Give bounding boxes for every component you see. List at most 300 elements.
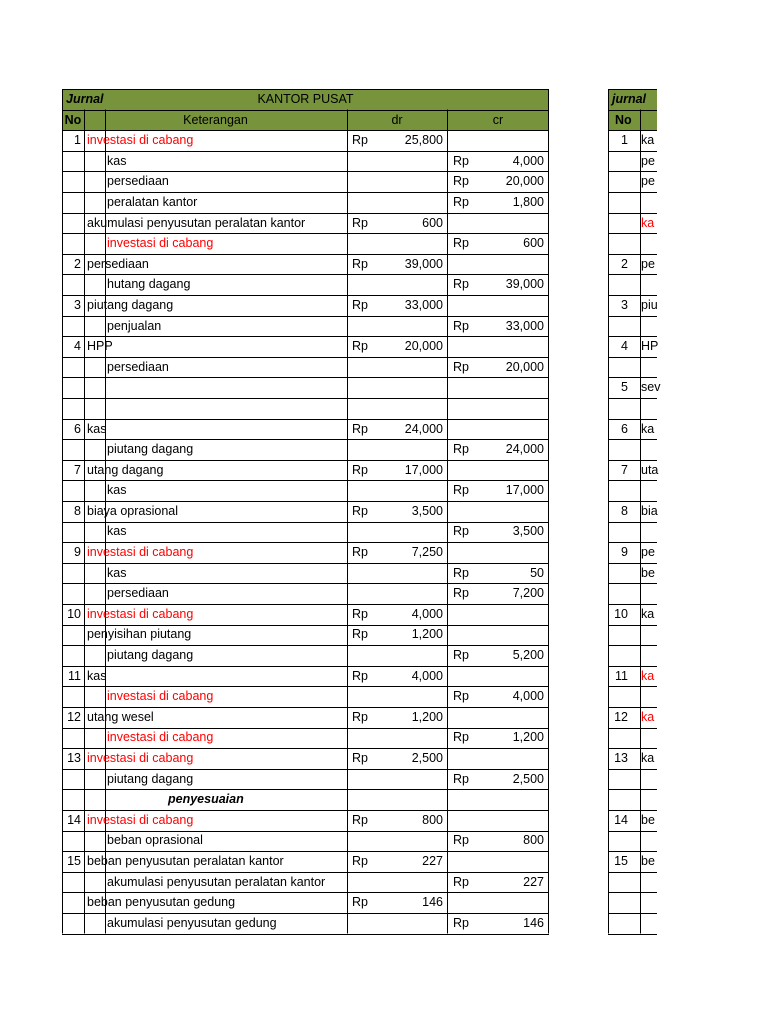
account-name <box>87 377 347 398</box>
account-name: beban penyusutan peralatan kantor <box>87 853 284 868</box>
table-row <box>62 130 549 151</box>
debit-amount <box>372 769 443 790</box>
entry-number <box>62 521 81 542</box>
debit-amount: 17,000 <box>404 462 443 477</box>
debit-amount: 800 <box>422 812 443 827</box>
table-row <box>608 151 657 172</box>
account-name: ka <box>641 668 655 683</box>
account-name: HP <box>641 339 659 354</box>
debit-amount <box>372 686 443 707</box>
entry-number: 2 <box>74 256 81 271</box>
account-name: utang dagang <box>87 462 164 477</box>
credit-amount <box>472 604 544 625</box>
column-header-row <box>62 110 549 131</box>
entry-number <box>608 830 628 851</box>
debit-amount <box>372 398 443 419</box>
debit-currency: Rp <box>352 812 368 827</box>
debit-currency: Rp <box>352 215 368 230</box>
entry-number <box>608 274 628 295</box>
table-row <box>608 336 657 357</box>
jurnal-label: Jurnal <box>66 92 104 106</box>
debit-amount: 3,500 <box>411 503 443 518</box>
account-name: persediaan <box>107 586 169 601</box>
debit-amount: 2,500 <box>411 751 443 765</box>
table-row <box>62 233 549 254</box>
debit-amount: 25,800 <box>404 133 443 148</box>
account-name: akumulasi penyusutan peralatan kantor <box>107 874 326 889</box>
table-row <box>62 872 549 893</box>
section-label: penyesuaian <box>168 792 244 807</box>
account-name: ka <box>641 133 655 148</box>
account-name: piutang dagang <box>87 297 174 312</box>
section-row <box>62 789 549 810</box>
account-name: persediaan <box>107 174 169 189</box>
account-name <box>641 727 671 748</box>
entry-number: 7 <box>621 462 628 477</box>
debit-amount: 39,000 <box>404 256 443 271</box>
credit-currency: Rp <box>453 565 469 580</box>
entry-number <box>608 480 628 501</box>
entry-number <box>62 830 81 851</box>
credit-amount <box>472 542 544 563</box>
debit-amount: 24,000 <box>404 421 443 436</box>
debit-currency: Rp <box>352 853 368 868</box>
account-name: akumulasi penyusutan gedung <box>107 915 277 930</box>
table-row <box>62 171 549 192</box>
account-name: investasi di cabang <box>87 545 194 560</box>
account-name: piu <box>641 297 658 312</box>
entry-number: 15 <box>614 853 628 868</box>
table-row <box>608 645 657 666</box>
table-row <box>608 872 657 893</box>
entry-number: 8 <box>621 503 628 518</box>
right-journal-body <box>608 130 661 933</box>
entry-number <box>608 872 628 893</box>
entry-number <box>62 480 81 501</box>
debit-amount <box>372 274 443 295</box>
account-name: pe <box>641 174 655 189</box>
entry-number: 15 <box>67 853 81 868</box>
table-row <box>62 624 549 645</box>
table-row <box>608 604 657 625</box>
account-name: akumulasi penyusutan peralatan kantor <box>87 215 306 230</box>
right-jurnal-label: jurnal <box>612 92 647 106</box>
debit-amount: 4,000 <box>411 668 443 683</box>
table-row <box>608 583 657 604</box>
debit-amount: 20,000 <box>404 339 443 354</box>
no-column-header: No <box>64 112 82 127</box>
entry-number: 12 <box>614 709 628 724</box>
debit-amount <box>372 377 443 398</box>
account-name: pe <box>641 153 655 168</box>
entry-number <box>608 727 628 748</box>
debit-amount <box>372 645 443 666</box>
credit-amount: 20,000 <box>505 359 544 374</box>
account-name <box>641 769 671 790</box>
table-row <box>62 213 549 234</box>
debit-currency: Rp <box>352 545 368 560</box>
table-row <box>608 707 657 728</box>
entry-number <box>62 398 81 419</box>
entry-number <box>608 192 628 213</box>
table-row <box>62 727 549 748</box>
account-name: penjualan <box>107 318 162 333</box>
debit-amount <box>372 727 443 748</box>
table-row <box>62 563 549 584</box>
account-name: persediaan <box>107 359 169 374</box>
account-name: pe <box>641 545 655 560</box>
account-name: investasi di cabang <box>87 606 194 621</box>
debit-amount <box>372 872 443 893</box>
entry-number <box>62 686 81 707</box>
entry-number <box>62 192 81 213</box>
account-name: ka <box>641 215 655 230</box>
entry-number <box>608 686 628 707</box>
table-row <box>62 707 549 728</box>
entry-number <box>62 727 81 748</box>
entry-number <box>608 357 628 378</box>
entry-number <box>608 769 628 790</box>
keterangan-column-header: Keterangan <box>183 112 248 127</box>
credit-amount <box>472 377 544 398</box>
credit-currency: Rp <box>453 153 469 168</box>
debit-amount <box>372 830 443 851</box>
table-row <box>608 192 657 213</box>
account-name: sev <box>641 380 661 395</box>
credit-currency: Rp <box>453 915 469 930</box>
journal-title-row <box>62 89 549 110</box>
debit-currency: Rp <box>352 133 368 148</box>
table-row <box>62 274 549 295</box>
entry-number <box>62 769 81 790</box>
debit-currency: Rp <box>352 709 368 724</box>
entry-number <box>62 563 81 584</box>
table-row <box>608 913 657 934</box>
account-name: persediaan <box>87 256 149 271</box>
entry-number: 13 <box>67 751 81 765</box>
credit-amount <box>472 892 544 913</box>
debit-amount: 1,200 <box>411 627 443 642</box>
entry-number: 11 <box>68 668 81 683</box>
table-row <box>608 521 657 542</box>
credit-currency: Rp <box>453 194 469 209</box>
entry-number <box>608 563 628 584</box>
entry-number: 12 <box>67 709 81 724</box>
account-name: kas <box>107 483 127 498</box>
debit-amount <box>372 316 443 337</box>
debit-amount <box>372 171 443 192</box>
credit-currency: Rp <box>453 174 469 189</box>
entry-number: 5 <box>621 380 628 395</box>
table-row <box>608 233 657 254</box>
debit-amount <box>372 583 443 604</box>
credit-amount: 4,000 <box>512 689 544 704</box>
credit-amount <box>472 254 544 275</box>
entry-number: 6 <box>621 421 628 436</box>
account-name: biaya oprasional <box>87 503 179 518</box>
account-name: bia <box>641 503 658 518</box>
account-name: penyisihan piutang <box>87 627 192 642</box>
credit-currency: Rp <box>453 236 469 251</box>
account-name: kas <box>107 565 127 580</box>
account-name <box>641 274 671 295</box>
cr-column-header: cr <box>492 112 504 127</box>
account-name <box>641 645 671 666</box>
account-name: kas <box>87 668 107 683</box>
table-row <box>62 316 549 337</box>
credit-currency: Rp <box>453 874 469 889</box>
credit-amount: 4,000 <box>512 153 544 168</box>
table-row <box>608 460 657 481</box>
table-row <box>608 213 657 234</box>
entry-number <box>62 213 81 234</box>
credit-amount: 7,200 <box>512 586 544 601</box>
credit-amount <box>472 130 544 151</box>
table-row <box>62 460 549 481</box>
account-name: beban penyusutan gedung <box>87 895 236 910</box>
account-name: be <box>641 853 655 868</box>
entry-number <box>608 233 628 254</box>
table-row <box>62 604 549 625</box>
debit-currency: Rp <box>352 297 368 312</box>
second-journal-table <box>608 89 661 933</box>
debit-currency: Rp <box>352 462 368 477</box>
entry-number <box>62 872 81 893</box>
debit-amount <box>372 439 443 460</box>
table-row <box>62 192 549 213</box>
entry-number <box>62 892 81 913</box>
account-name <box>641 686 671 707</box>
entry-number: 6 <box>74 421 81 436</box>
account-name <box>641 830 671 851</box>
entry-number: 14 <box>67 812 81 827</box>
credit-amount: 39,000 <box>505 277 544 292</box>
credit-amount: 24,000 <box>505 442 544 457</box>
table-row <box>608 769 657 790</box>
table-row <box>608 398 657 419</box>
entry-number <box>62 357 81 378</box>
entry-number <box>62 274 81 295</box>
debit-amount <box>372 192 443 213</box>
account-name: hutang dagang <box>107 277 191 292</box>
credit-amount <box>472 810 544 831</box>
credit-amount: 600 <box>523 236 544 251</box>
credit-currency: Rp <box>453 648 469 663</box>
table-row <box>62 851 549 872</box>
account-name: ka <box>641 709 655 724</box>
entry-number <box>62 645 81 666</box>
account-name <box>641 521 671 542</box>
account-name: investasi di cabang <box>87 751 194 765</box>
entry-number <box>608 316 628 337</box>
entry-number <box>62 171 81 192</box>
entry-number: 9 <box>74 545 81 560</box>
table-row <box>608 563 657 584</box>
table-row <box>62 398 549 419</box>
credit-amount <box>472 419 544 440</box>
credit-currency: Rp <box>453 277 469 292</box>
account-name: investasi di cabang <box>107 236 214 251</box>
table-row <box>608 419 657 440</box>
table-row <box>608 748 657 769</box>
right-column-header-row <box>608 110 657 131</box>
table-row <box>62 439 549 460</box>
credit-currency: Rp <box>453 524 469 539</box>
debit-amount: 7,250 <box>411 545 443 560</box>
entry-number <box>608 213 628 234</box>
credit-currency: Rp <box>453 359 469 374</box>
debit-currency: Rp <box>352 668 368 683</box>
debit-amount <box>372 480 443 501</box>
credit-amount <box>472 213 544 234</box>
account-name <box>641 439 671 460</box>
account-name: ka <box>641 421 655 436</box>
account-name: ka <box>641 751 655 765</box>
debit-currency: Rp <box>352 895 368 910</box>
entry-number <box>608 171 628 192</box>
debit-amount <box>372 521 443 542</box>
table-row <box>62 748 549 769</box>
debit-amount: 600 <box>422 215 443 230</box>
table-row <box>608 892 657 913</box>
debit-amount <box>372 233 443 254</box>
account-name <box>641 398 671 419</box>
account-name <box>641 892 671 913</box>
table-row <box>608 274 657 295</box>
credit-amount: 800 <box>523 833 544 848</box>
entry-number <box>608 892 628 913</box>
entry-number <box>62 316 81 337</box>
debit-amount: 4,000 <box>411 606 443 621</box>
credit-currency: Rp <box>453 586 469 601</box>
table-row <box>62 769 549 790</box>
credit-amount <box>472 336 544 357</box>
table-row <box>62 254 549 275</box>
account-name: investasi di cabang <box>107 730 214 745</box>
entry-number: 11 <box>615 668 628 683</box>
account-name: ka <box>641 606 655 621</box>
credit-amount <box>472 707 544 728</box>
entry-number <box>62 913 81 934</box>
account-name <box>641 872 671 893</box>
credit-amount <box>472 851 544 872</box>
debit-amount <box>372 913 443 934</box>
table-row <box>62 645 549 666</box>
section-row <box>608 789 657 810</box>
table-row <box>608 171 657 192</box>
account-name <box>641 624 671 645</box>
table-row <box>62 542 549 563</box>
credit-amount <box>472 398 544 419</box>
entry-number: 3 <box>74 297 81 312</box>
account-name: kas <box>87 421 107 436</box>
debit-amount <box>372 151 443 172</box>
table-row <box>608 254 657 275</box>
table-row <box>608 727 657 748</box>
debit-currency: Rp <box>352 421 368 436</box>
account-name: investasi di cabang <box>87 133 194 148</box>
account-name: kas <box>107 524 127 539</box>
entry-number: 1 <box>74 133 81 148</box>
table-row <box>62 480 549 501</box>
table-row <box>608 295 657 316</box>
table-row <box>608 830 657 851</box>
credit-amount <box>472 460 544 481</box>
account-name: peralatan kantor <box>107 194 198 209</box>
credit-amount: 227 <box>523 874 544 889</box>
entry-number: 1 <box>621 133 628 148</box>
credit-amount <box>472 666 544 687</box>
credit-amount: 33,000 <box>505 318 544 333</box>
account-name: kas <box>107 153 127 168</box>
account-name <box>641 357 671 378</box>
debit-amount: 33,000 <box>404 297 443 312</box>
table-row <box>62 357 549 378</box>
table-row <box>62 583 549 604</box>
table-row <box>62 336 549 357</box>
table-row <box>608 851 657 872</box>
entry-number <box>608 583 628 604</box>
table-row <box>62 913 549 934</box>
entry-number: 14 <box>614 812 628 827</box>
entry-number <box>62 377 81 398</box>
credit-amount <box>472 624 544 645</box>
entry-number <box>608 398 628 419</box>
debit-currency: Rp <box>352 256 368 271</box>
credit-currency: Rp <box>453 730 469 745</box>
credit-amount: 1,800 <box>512 194 544 209</box>
entry-number <box>62 624 81 645</box>
table-row <box>608 666 657 687</box>
credit-amount: 1,200 <box>512 730 544 745</box>
kantor-pusat-journal-table <box>62 89 549 933</box>
account-name <box>87 398 347 419</box>
debit-amount <box>372 563 443 584</box>
credit-amount: 20,000 <box>505 174 544 189</box>
table-row <box>62 151 549 172</box>
entry-number <box>62 439 81 460</box>
debit-currency: Rp <box>352 606 368 621</box>
entry-number: 9 <box>621 545 628 560</box>
entry-number: 8 <box>74 503 81 518</box>
table-row <box>608 624 657 645</box>
credit-currency: Rp <box>453 833 469 848</box>
account-name: be <box>641 812 655 827</box>
debit-currency: Rp <box>352 503 368 518</box>
entry-number <box>608 439 628 460</box>
table-row <box>62 686 549 707</box>
entry-number: 2 <box>621 256 628 271</box>
account-name: piutang dagang <box>107 442 194 457</box>
entry-number <box>608 151 628 172</box>
credit-currency: Rp <box>453 442 469 457</box>
table-row <box>62 521 549 542</box>
entry-number: 3 <box>621 297 628 312</box>
account-name: pe <box>641 256 655 271</box>
entry-number <box>608 521 628 542</box>
credit-amount: 2,500 <box>512 771 544 786</box>
credit-currency: Rp <box>453 771 469 786</box>
entry-number: 7 <box>74 462 81 477</box>
account-name: investasi di cabang <box>107 689 214 704</box>
table-row <box>608 439 657 460</box>
account-name <box>641 480 671 501</box>
entry-number: 4 <box>621 339 628 354</box>
account-name <box>641 192 671 213</box>
table-row <box>62 810 549 831</box>
credit-amount <box>472 501 544 522</box>
entry-number <box>62 233 81 254</box>
